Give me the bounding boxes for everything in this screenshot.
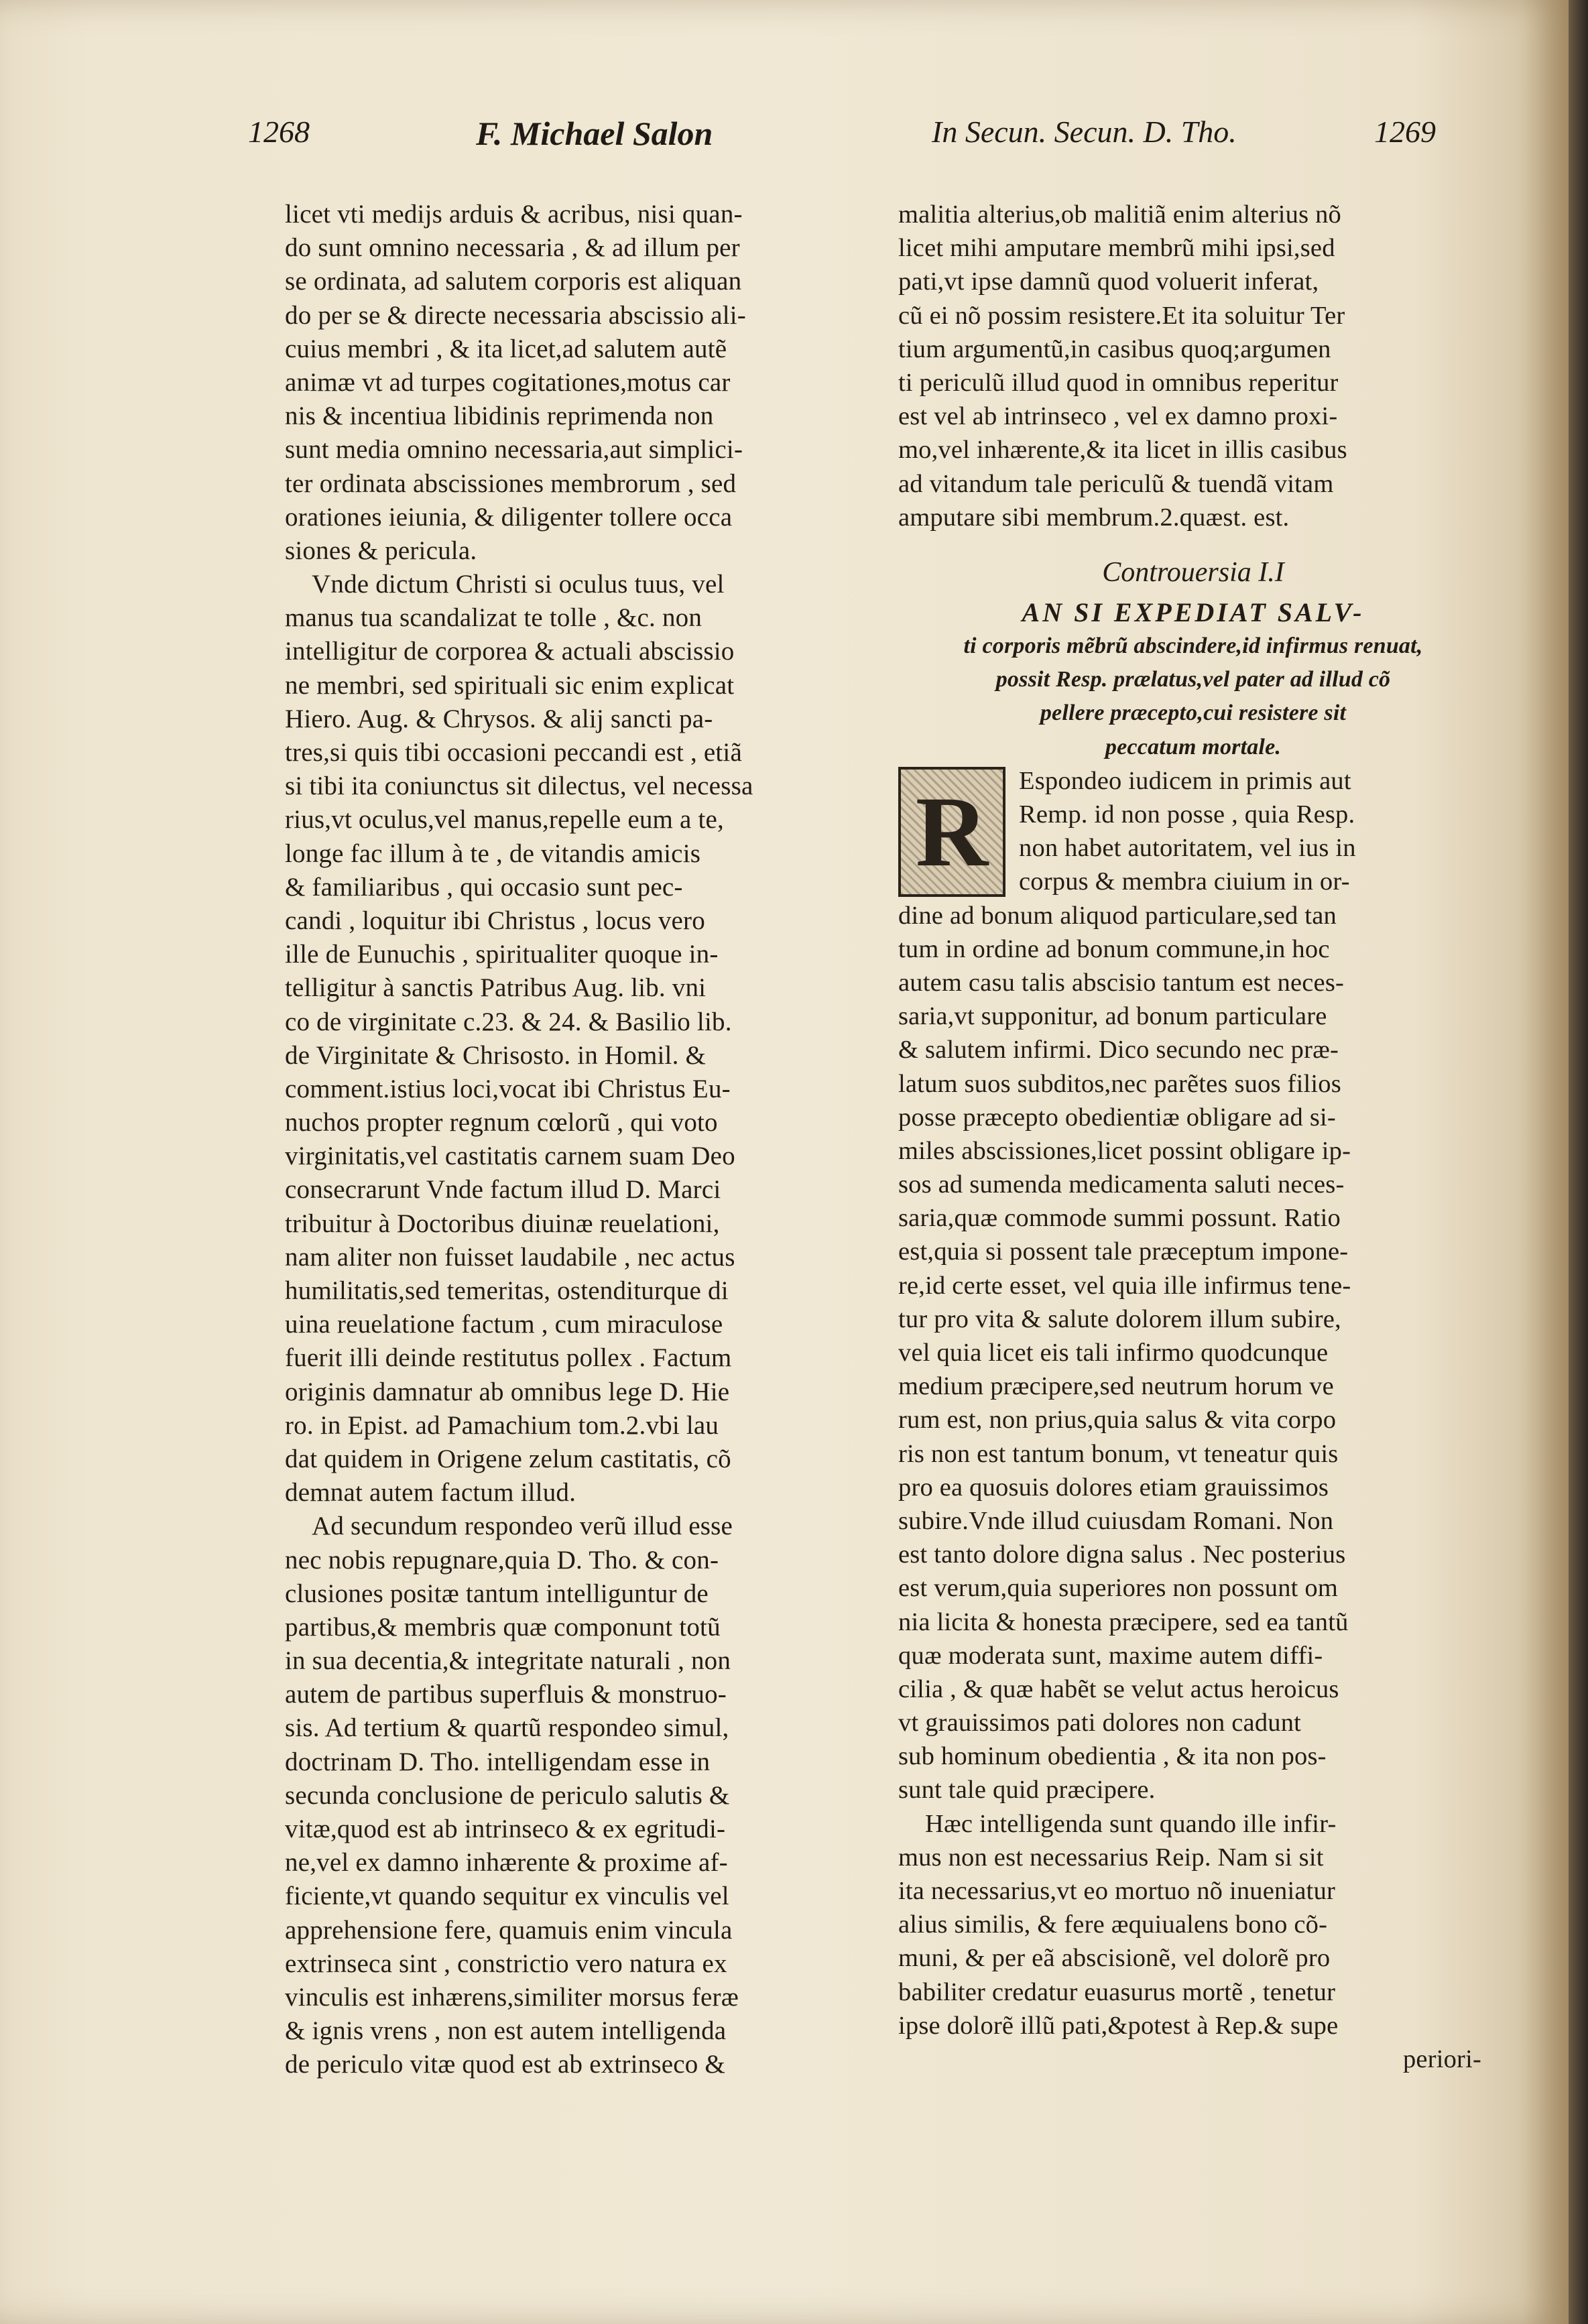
text-line: partibus,& membris quæ componunt totũ	[285, 1612, 721, 1642]
text-line: sos ad sumenda medicamenta saluti neces-	[898, 1170, 1345, 1199]
text-line: est verum,quia superiores non possunt om	[898, 1574, 1338, 1603]
text-line: miles abscissiones,licet possint obligare ip-	[898, 1136, 1351, 1165]
title-line: ti corporis mẽbrũ abscindere,id infirmus renuat,	[963, 633, 1423, 659]
text-line: ille de Eunuchis , spiritualiter quoque in-	[285, 940, 719, 969]
title-line: possit Resp. prælatus,vel pater ad illud cõ	[995, 667, 1391, 692]
left-running-head: F. Michael Salon	[476, 115, 713, 152]
text-line: Ad secundum respondeo verũ illud esse	[312, 1512, 733, 1541]
text-line: vitæ,quod est ab intrinseco & ex egritudi-	[285, 1815, 726, 1843]
text-line: medium præcipere,sed neutrum horum ve	[898, 1372, 1334, 1401]
text-line: consecrarunt Vnde factum illud D. Marci	[285, 1175, 721, 1205]
right-page-number: 1269	[1374, 115, 1436, 149]
text-line: virginitatis,vel castitatis carnem suam Deo	[285, 1142, 735, 1171]
text-line: est,quia si possent tale præceptum impone-	[898, 1237, 1349, 1266]
right-running-head: In Secun. Secun. D. Tho.	[932, 115, 1237, 149]
text-line: subire.Vnde illud cuiusdam Romani. Non	[898, 1506, 1334, 1535]
text-line: dine ad bonum aliquod particulare,sed tan	[898, 901, 1337, 930]
left-page-number: 1268	[248, 115, 310, 149]
text-line: tribuitur à Doctoribus diuinæ reuelationi,	[285, 1209, 720, 1238]
text-line: de Virginitate & Chrisosto. in Homil. &	[285, 1040, 707, 1070]
text-line: extrinseca sint , constrictio vero natura ex	[285, 1949, 727, 1978]
text-line: est vel ab intrinseco , vel ex damno proxi-	[898, 402, 1338, 431]
text-line: ne membri, sed spirituali sic enim explicat	[285, 670, 735, 700]
text-line: originis damnatur ab omnibus lege D. Hie	[285, 1377, 730, 1406]
text-line: in sua decentia,& integritate naturali , non	[285, 1646, 731, 1676]
text-line: tres,si quis tibi occasioni peccandi est , etiã	[285, 738, 742, 767]
text-line: ad vitandum tale periculũ & tuendã vitam	[898, 469, 1334, 498]
title-line: AN SI EXPEDIAT SALV-	[1022, 597, 1365, 627]
text-line: pro ea quosuis dolores etiam grauissimos	[898, 1473, 1329, 1502]
text-line: sis. Ad tertium & quartũ respondeo simul,	[285, 1713, 729, 1743]
text-line: intelligitur de corporea & actuali abscissio	[285, 637, 735, 666]
text-line: ne,vel ex damno inhærente & proxime af-	[285, 1848, 728, 1878]
text-line: manus tua scandalizat te tolle , &c. non	[285, 603, 703, 633]
right-text-column	[898, 198, 1488, 2076]
text-line: & familiaribus , qui occasio sunt pec-	[285, 872, 683, 902]
title-line: peccatum mortale.	[1105, 734, 1282, 759]
text-line: ro. in Epist. ad Pamachium tom.2.vbi lau	[285, 1410, 719, 1440]
text-line: fuerit illi deinde restitutus pollex . Factum	[285, 1343, 732, 1373]
text-line: ficiente,vt quando sequitur ex vinculis vel	[285, 1882, 729, 1911]
text-line: si tibi ita coniunctus sit dilectus, vel necessa	[285, 772, 753, 801]
text-line: sunt tale quid præcipere.	[898, 1776, 1156, 1805]
text-line: mo,vel inhærente,& ita licet in illis casibus	[898, 436, 1347, 465]
text-line: nis & incentiua libidinis reprimenda non	[285, 402, 714, 431]
text-line: sub hominum obedientia , & ita non pos-	[898, 1742, 1327, 1771]
text-line: licet mihi amputare membrũ mihi ipsi,sed	[898, 234, 1335, 263]
text-line: Hiero. Aug. & Chrysos. & alij sancti pa-	[285, 704, 713, 733]
text-line: candi , loquitur ibi Christus , locus vero	[285, 906, 705, 935]
decorated-initial: R	[898, 767, 1005, 897]
text-line: secunda conclusione de periculo salutis &	[285, 1780, 730, 1810]
text-line: animæ vt ad turpes cogitationes,motus car	[285, 367, 731, 397]
text-line: saria,quæ commode summi possunt. Ratio	[898, 1204, 1341, 1233]
text-line: ipse dolorẽ illũ pati,&potest à Rep.& supe	[898, 2011, 1339, 2040]
text-line: clusiones positæ tantum intelliguntur de	[285, 1579, 709, 1608]
text-line: mus non est necessarius Reip. Nam si sit	[898, 1843, 1324, 1872]
text-line: tur pro vita & salute dolorem illum subire,	[898, 1304, 1341, 1333]
text-line: vel quia licet eis tali infirmo quodcunque	[898, 1339, 1329, 1367]
text-line: & salutem infirmi. Dico secundo nec præ-	[898, 1036, 1339, 1064]
text-line: telligitur à sanctis Patribus Aug. lib. vni	[285, 973, 707, 1003]
controversy-heading: Controuersia I.I	[1102, 556, 1284, 588]
text-line: ter ordinata abscissiones membrorum , sed	[285, 469, 737, 498]
text-line: Hæc intelligenda sunt quando ille infir-	[925, 1809, 1337, 1838]
text-line: tium argumentũ,in casibus quoq;argumen	[898, 334, 1331, 363]
text-line: de periculo vitæ quod est ab extrinseco &	[285, 2050, 725, 2079]
text-line: orationes ieiunia, & diligenter tollere occa	[285, 502, 733, 532]
text-line: quæ moderata sunt, maxime autem diffi-	[898, 1641, 1323, 1670]
text-line: alius similis, & fere æquiualens bono cõ-	[898, 1910, 1328, 1939]
text-line: vinculis est inhærens,similiter morsus feræ	[285, 1982, 739, 2012]
text-line: & ignis vrens , non est autem intelligenda	[285, 2016, 727, 2046]
text-line: comment.istius loci,vocat ibi Christus Eu-	[285, 1074, 731, 1103]
body-with-initial	[898, 764, 1488, 2042]
text-line: do per se & directe necessaria abscissio ali-	[285, 300, 746, 330]
text-line: Espondeo iudicem in primis aut	[1019, 766, 1351, 795]
text-line: latum suos subditos,nec parẽtes suos filios	[898, 1069, 1341, 1098]
title-line: pellere præcepto,cui resistere sit	[1040, 700, 1347, 726]
text-line: est tanto dolore digna salus . Nec posterius	[898, 1540, 1346, 1569]
question-title	[898, 596, 1488, 764]
text-line: cũ ei nõ possim resistere.Et ita soluitur Ter	[898, 301, 1345, 330]
text-line: sunt media omnino necessaria,aut simplici-	[285, 435, 743, 465]
text-line: licet vti medijs arduis & acribus, nisi quan-	[285, 200, 743, 229]
running-header	[248, 114, 1461, 181]
text-line: ris non est tantum bonum, vt teneatur quis	[898, 1439, 1339, 1468]
text-line: nia licita & honesta præcipere, sed ea tantũ	[898, 1607, 1349, 1636]
text-line: rius,vt oculus,vel manus,repelle eum a te,	[285, 805, 724, 835]
text-line: nec nobis repugnare,quia D. Tho. & con-	[285, 1545, 719, 1575]
book-spine-edge	[1569, 0, 1588, 2324]
text-line: nuchos propter regnum cœlorũ , qui voto	[285, 1108, 718, 1138]
text-line: ti periculũ illud quod in omnibus reperitur	[898, 368, 1339, 397]
text-line: se ordinata, ad salutem corporis est aliquan	[285, 267, 742, 296]
text-line: Remp. id non posse , quia Resp.	[1019, 800, 1355, 829]
text-line: humilitatis,sed temeritas, ostenditurque di	[285, 1276, 729, 1305]
text-line: siones & pericula.	[285, 536, 477, 565]
text-line: posse præcepto obedientiæ obligare ad si-	[898, 1103, 1336, 1132]
text-line: corpus & membra ciuium in or-	[1019, 867, 1350, 896]
text-line: nam aliter non fuisset laudabile , nec actus	[285, 1242, 735, 1272]
text-line: pati,vt ipse damnũ quod voluerit inferat,	[898, 267, 1319, 296]
right-column-body-text	[898, 764, 1488, 2042]
text-line: apprehensione fere, quamuis enim vincula	[285, 1915, 733, 1945]
text-line: babiliter credatur euasurus mortẽ , tenetur	[898, 1977, 1336, 2006]
text-line: vt grauissimos pati dolores non cadunt	[898, 1709, 1302, 1737]
text-line: co de virginitate c.23. & 24. & Basilio lib.	[285, 1007, 732, 1036]
text-line: malitia alterius,ob malitiã enim alterius nõ	[898, 200, 1341, 229]
text-line: do sunt omnino necessaria , & ad illum per	[285, 233, 740, 263]
catchword: periori-	[1402, 2044, 1481, 2073]
text-line: amputare sibi membrum.2.quæst. est.	[898, 503, 1290, 532]
text-line: ita necessarius,vt eo mortuo nõ inueniatur	[898, 1877, 1336, 1905]
text-line: re,id certe esset, vel quia ille infirmus tene-	[898, 1271, 1351, 1300]
right-column-top-text	[898, 198, 1488, 534]
text-line: rum est, non prius,quia salus & vita corpo	[898, 1406, 1337, 1434]
text-line: autem casu talis abscisio tantum est neces-	[898, 968, 1345, 997]
text-line: demnat autem factum illud.	[285, 1478, 576, 1508]
text-line: doctrinam D. Tho. intelligendam esse in	[285, 1747, 711, 1776]
text-line: non habet autoritatem, vel ius in	[1019, 834, 1356, 863]
text-line: cilia , & quæ habẽt se velut actus heroicus	[898, 1674, 1339, 1703]
text-line: dat quidem in Origene zelum castitatis, cõ	[285, 1444, 731, 1473]
text-line: saria,vt supponitur, ad bonum particulare	[898, 1002, 1327, 1031]
left-text-column	[285, 198, 888, 2082]
text-line: uina reuelatione factum , cum miraculose	[285, 1310, 723, 1339]
text-line: autem de partibus superfluis & monstruo-	[285, 1680, 727, 1709]
text-line: tum in ordine ad bonum commune,in hoc	[898, 934, 1330, 963]
text-line: muni, & per eã abscisionẽ, vel dolorẽ pro	[898, 1944, 1331, 1973]
text-line: Vnde dictum Christi si oculus tuus, vel	[312, 570, 725, 599]
text-line: cuius membri , & ita licet,ad salutem autẽ	[285, 334, 727, 363]
text-line: longe fac illum à te , de vitandis amicis	[285, 839, 701, 868]
